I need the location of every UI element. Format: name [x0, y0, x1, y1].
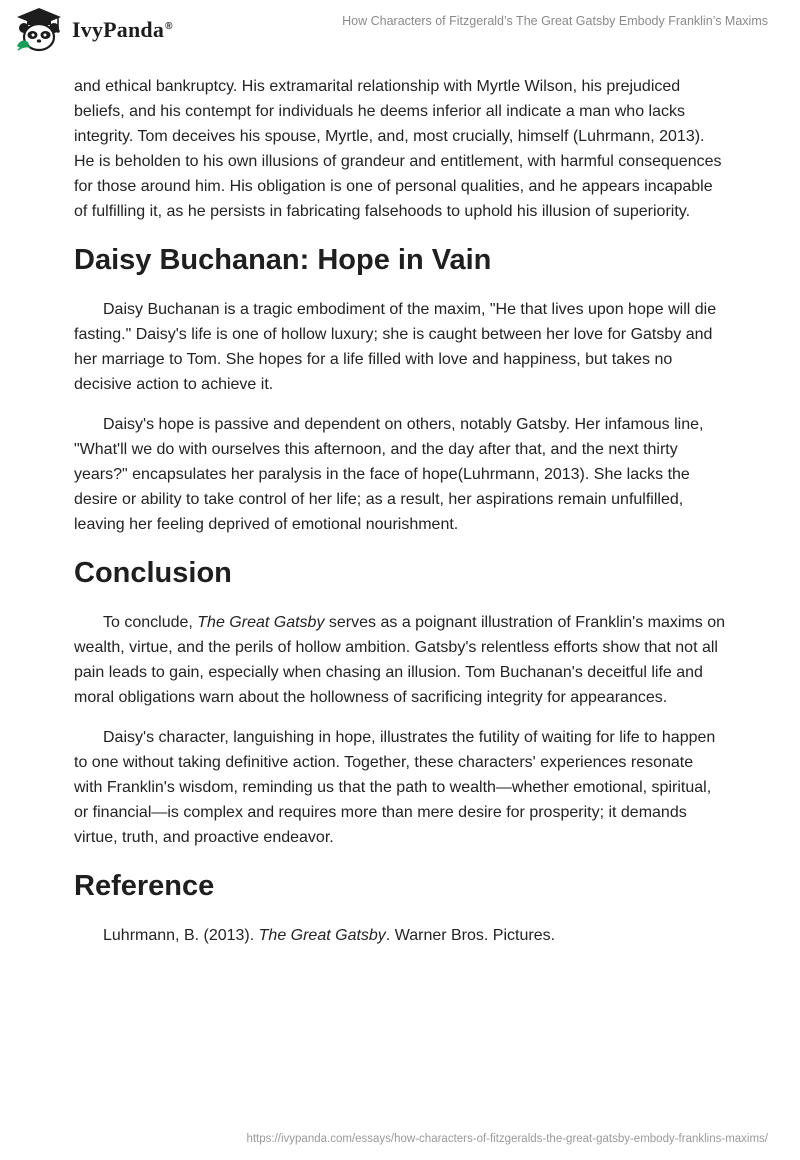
- heading-reference: Reference: [74, 870, 215, 902]
- source-url[interactable]: https://ivypanda.com/essays/how-characters-of-fitzgeralds-the-great-gatsby-embody-franklins-maxims/: [246, 1133, 768, 1145]
- running-title: How Characters of Fitzgerald’s The Great Gatsby Embody Franklin’s Maxims: [342, 14, 768, 28]
- paragraph-tom-conclusion: and ethical bankruptcy. His extramarital relationship with Myrtle Wilson, his prejudiced beliefs, and his contempt for individuals he deems inferior all indicate a man who lacks integrity. Tom deceives his spouse, Myrtle, and, most crucially, himself (Luhrmann, 2013). He is beholden to his own illusions of grandeur and entitlement, with harmful consequences for those around him. His obligation is one of personal qualities, and he appears incapable of fulfilling it, as he persists in fabricating falsehoods to uphold his illusion of superiority.: [74, 78, 722, 220]
- registered-mark: ®: [165, 20, 173, 32]
- paragraph-daisy-2: Daisy's hope is passive and dependent on others, notably Gatsby. Her infamous line, "What'll we do with ourselves this afternoon, and the day after that, and the next thirty years?" encapsulates her paralysis in the face of hope(Luhrmann, 2013). She lacks the desire or ability to take control of her life; as a result, her aspirations remain unfulfilled, leaving her feeling deprived of emotional nourishment.: [74, 416, 704, 533]
- heading-conclusion: Conclusion: [74, 557, 232, 589]
- page-header: [0, 0, 800, 66]
- panda-graduate-icon: [14, 6, 64, 54]
- book-title: The Great Gatsby: [197, 614, 325, 631]
- paragraph-conclusion-2: Daisy's character, languishing in hope, illustrates the futility of waiting for life to happen to one without taking definitive action. Together, these characters' experiences resonate with Franklin's wisdom, reminding us that the path to wealth—whether emotional, spiritual, or financial—is complex and requires more than mere desire for prosperity; it demands virtue, truth, and proactive endeavor.: [74, 729, 716, 846]
- reference-entry: Luhrmann, B. (2013). The Great Gatsby. Warner Bros. Pictures.: [103, 927, 556, 944]
- essay-content: [74, 74, 726, 948]
- paragraph-daisy-1: Daisy Buchanan is a tragic embodiment of the maxim, "He that lives upon hope will die fasting." Daisy's life is one of hollow luxury; she is caught between her love for Gatsby and her marriage to Tom. She hopes for a life filled with love and happiness, but takes no decisive action to achieve it.: [74, 301, 717, 393]
- heading-daisy-buchanan: Daisy Buchanan: Hope in Vain: [74, 244, 492, 276]
- reference-title: The Great Gatsby: [258, 927, 386, 944]
- brand-name: IvyPanda®: [72, 17, 173, 42]
- ivypanda-logo[interactable]: [14, 6, 173, 54]
- paragraph-conclusion-1: To conclude, The Great Gatsby serves as a poignant illustration of Franklin's maxims on wealth, virtue, and the perils of hollow ambition. Gatsby's relentless efforts show that not all pain leads to gain, especially when chasing an illusion. Tom Buchanan's deceitful life and moral obligations warn about the hollowness of sacrificing integrity for appearances.: [74, 614, 726, 706]
